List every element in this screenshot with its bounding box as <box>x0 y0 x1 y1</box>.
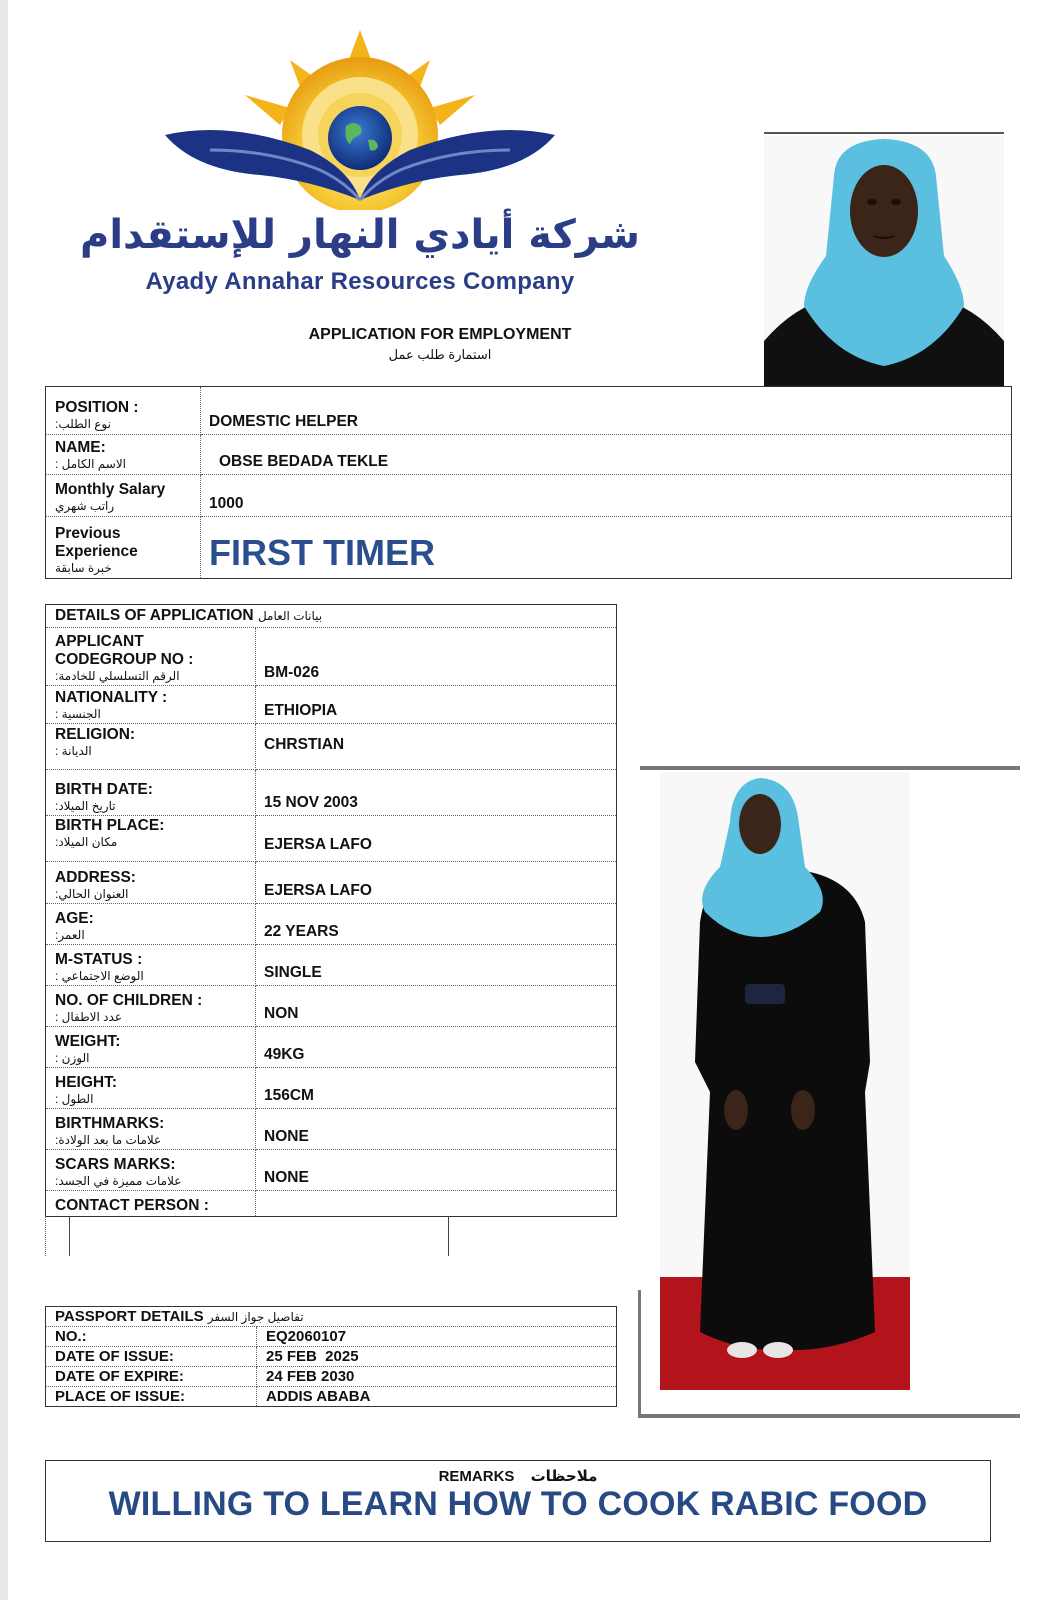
photo-frame-top <box>640 766 1020 770</box>
address-label-arabic: العنوان الحالي: <box>55 887 129 901</box>
scars-label-arabic: علامات مميزة في الجسد: <box>55 1174 182 1188</box>
weight-label-arabic: الوزن : <box>55 1051 90 1065</box>
weight-value: 49KG <box>256 1027 617 1068</box>
expire-date-value: 24 FEB 2030 <box>257 1367 617 1387</box>
applicant-portrait-photo <box>764 136 1004 386</box>
salary-value: 1000 <box>201 475 1012 517</box>
height-value: 156CM <box>256 1068 617 1109</box>
position-row <box>46 387 1012 435</box>
religion-value: CHRSTIAN <box>256 724 617 770</box>
marital-status-label: M-STATUS : <box>55 951 143 968</box>
codegroup-value: BM-026 <box>256 628 617 686</box>
page-left-edge <box>0 0 8 1600</box>
passport-heading-cell <box>46 1307 617 1327</box>
detail-row <box>46 1109 617 1150</box>
detail-row <box>46 1150 617 1191</box>
remarks-box <box>45 1460 991 1542</box>
children-label: NO. OF CHILDREN : <box>55 992 203 1009</box>
codegroup-label: APPLICANT CODEGROUP NO : <box>55 633 194 668</box>
place-of-issue-label: PLACE OF ISSUE: <box>46 1387 257 1407</box>
application-details-table <box>45 604 617 1217</box>
age-label: AGE: <box>55 910 94 927</box>
birth-date-label: BIRTH DATE: <box>55 781 153 798</box>
nationality-value: ETHIOPIA <box>256 686 617 724</box>
detail-row <box>46 945 617 986</box>
photo-frame-bottom <box>638 1414 1020 1418</box>
detail-row <box>46 986 617 1027</box>
scars-value: NONE <box>256 1150 617 1191</box>
experience-label-cell <box>46 517 201 579</box>
marital-status-label-arabic: الوضع الاجتماعي : <box>55 969 144 983</box>
contact-person-blank-area <box>45 1216 617 1256</box>
detail-row <box>46 724 617 770</box>
remarks-label-arabic: ملاحظات <box>530 1468 598 1485</box>
nationality-label-arabic: الجنسية : <box>55 707 101 721</box>
passport-heading-row <box>46 1307 617 1327</box>
details-heading: DETAILS OF APPLICATION <box>55 607 254 624</box>
detail-label-cell <box>46 1027 256 1068</box>
birth-place-value: EJERSA LAFO <box>256 816 617 862</box>
nationality-label: NATIONALITY : <box>55 689 168 706</box>
religion-label: RELIGION: <box>55 726 136 743</box>
passport-row <box>46 1347 617 1367</box>
salary-label-cell <box>46 475 201 517</box>
form-title: APPLICATION FOR EMPLOYMENT <box>308 326 572 343</box>
detail-row <box>46 1027 617 1068</box>
detail-row <box>46 816 617 862</box>
remarks-label-line <box>46 1467 990 1485</box>
age-label-arabic: العمر: <box>55 928 85 942</box>
position-label: POSITION : <box>55 399 139 416</box>
weight-label: WEIGHT: <box>55 1033 121 1050</box>
applicant-summary-table <box>45 386 1012 579</box>
detail-label-cell <box>46 904 256 945</box>
address-value: EJERSA LAFO <box>256 862 617 904</box>
name-label-cell <box>46 435 201 475</box>
position-label-cell <box>46 387 201 435</box>
passport-details-table <box>45 1306 617 1407</box>
form-title-arabic: استمارة طلب عمل <box>388 347 492 362</box>
remarks-text: WILLING TO LEARN HOW TO COOK RABIC FOOD <box>108 1485 928 1523</box>
birth-date-value: 15 NOV 2003 <box>256 770 617 816</box>
name-value: OBSE BEDADA TEKLE <box>201 435 1012 475</box>
name-label: NAME: <box>55 439 106 456</box>
detail-label-cell <box>46 686 256 724</box>
height-label-arabic: الطول : <box>55 1092 94 1106</box>
photo-frame-left <box>638 1290 641 1418</box>
remarks-label: REMARKS <box>438 1468 515 1485</box>
detail-row <box>46 1191 617 1217</box>
blank-area-divider <box>448 1216 449 1256</box>
detail-row <box>46 628 617 686</box>
issue-date-value: 25 FEB 2025 <box>257 1347 617 1367</box>
detail-row <box>46 904 617 945</box>
place-of-issue-value: ADDIS ABABA <box>257 1387 617 1407</box>
children-value: NON <box>256 986 617 1027</box>
applicant-full-body-photo <box>660 772 910 1390</box>
detail-label-cell <box>46 770 256 816</box>
birthmarks-label: BIRTHMARKS: <box>55 1115 165 1132</box>
detail-label-cell <box>46 1109 256 1150</box>
detail-label-cell <box>46 945 256 986</box>
company-logo <box>150 30 570 210</box>
passport-heading: PASSPORT DETAILS <box>55 1308 204 1325</box>
details-heading-arabic: بيانات العامل <box>257 609 323 623</box>
salary-label: Monthly Salary <box>55 481 166 498</box>
experience-label: Previous Experience <box>55 525 138 560</box>
detail-row <box>46 770 617 816</box>
detail-label-cell <box>46 1191 256 1217</box>
photo-frame-line <box>764 132 1004 134</box>
contact-person-value <box>256 1191 617 1217</box>
marital-status-value: SINGLE <box>256 945 617 986</box>
experience-label-arabic: خبرة سابقة <box>55 561 112 575</box>
issue-date-label: DATE OF ISSUE: <box>46 1347 257 1367</box>
position-value: DOMESTIC HELPER <box>201 387 1012 435</box>
name-label-arabic: الاسم الكامل : <box>55 457 127 471</box>
experience-value: FIRST TIMER <box>201 517 1012 579</box>
blank-area-divider <box>45 1216 47 1256</box>
codegroup-label-arabic: الرقم التسلسلي للخادمة: <box>55 669 180 683</box>
company-name-english: Ayady Annahar Resources Company <box>145 268 575 295</box>
salary-row <box>46 475 1012 517</box>
religion-label-arabic: الديانة : <box>55 744 92 758</box>
details-heading-cell <box>46 605 617 628</box>
birth-date-label-arabic: تاريخ الميلاد: <box>55 799 116 813</box>
detail-label-cell <box>46 1150 256 1191</box>
scars-label: SCARS MARKS: <box>55 1156 176 1173</box>
birth-place-label-arabic: مكان الميلاد: <box>55 835 118 849</box>
passport-row <box>46 1367 617 1387</box>
passport-row <box>46 1327 617 1347</box>
detail-row <box>46 686 617 724</box>
detail-label-cell <box>46 986 256 1027</box>
birth-place-label: BIRTH PLACE: <box>55 817 165 834</box>
birthmarks-label-arabic: علامات ما بعد الولادة: <box>55 1133 162 1147</box>
passport-number-label: NO.: <box>46 1327 257 1347</box>
detail-label-cell <box>46 816 256 862</box>
birthmarks-value: NONE <box>256 1109 617 1150</box>
details-heading-row <box>46 605 617 628</box>
name-row <box>46 435 1012 475</box>
passport-heading-arabic: تفاصيل جواز السفر <box>207 1310 304 1324</box>
detail-label-cell <box>46 862 256 904</box>
expire-date-label: DATE OF EXPIRE: <box>46 1367 257 1387</box>
experience-row <box>46 517 1012 579</box>
passport-row <box>46 1387 617 1407</box>
salary-label-arabic: راتب شهري <box>55 499 115 513</box>
age-value: 22 YEARS <box>256 904 617 945</box>
position-label-arabic: نوع الطلب: <box>55 417 111 431</box>
children-label-arabic: عدد الاطفال : <box>55 1010 122 1024</box>
detail-label-cell <box>46 628 256 686</box>
detail-label-cell <box>46 1068 256 1109</box>
contact-person-label: CONTACT PERSON : <box>55 1197 209 1214</box>
detail-row <box>46 862 617 904</box>
address-label: ADDRESS: <box>55 869 136 886</box>
detail-label-cell <box>46 724 256 770</box>
passport-number-value: EQ2060107 <box>257 1327 617 1347</box>
detail-row <box>46 1068 617 1109</box>
blank-area-divider <box>69 1216 70 1256</box>
height-label: HEIGHT: <box>55 1074 117 1091</box>
company-name-arabic: شركة أيادي النهار للإستقدام <box>80 212 640 258</box>
